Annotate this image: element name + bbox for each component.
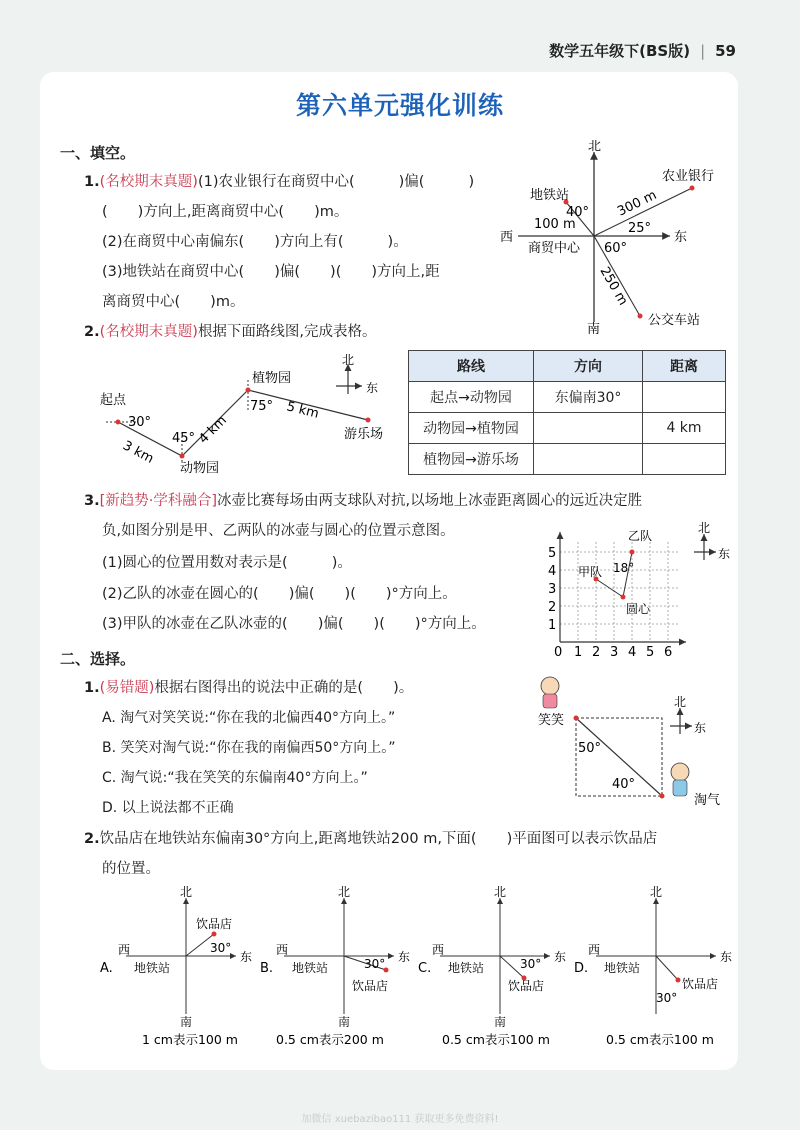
svg-text:D.: D. <box>574 961 589 976</box>
svg-text:地铁站: 地铁站 <box>292 961 329 975</box>
svg-text:A.: A. <box>100 961 113 976</box>
xiaoxiao-avatar <box>541 677 559 695</box>
map-metro-label: 地铁站 <box>530 188 570 203</box>
map-north: 北 <box>588 140 602 154</box>
option-c[interactable]: C. 淘气说:“我在笑笑的东偏南40°方向上。” <box>102 770 368 786</box>
svg-text:75°: 75° <box>250 399 274 414</box>
section2-heading: 二、选择。 <box>60 650 136 668</box>
s1-q1-line3: (2)在商贸中心南偏东( )方向上有( )。 <box>102 234 408 250</box>
svg-text:东: 东 <box>240 950 253 964</box>
svg-text:45°: 45° <box>172 431 196 446</box>
park-point <box>366 418 371 423</box>
svg-text:3 km: 3 km <box>120 438 156 467</box>
option-a[interactable]: A. 淘气对笑笑说:“你在我的北偏西40°方向上。” <box>102 710 396 726</box>
s1-q1-line5: 离商贸中心( )m。 <box>102 294 245 310</box>
route-park-label: 游乐场 <box>344 427 384 442</box>
map-bank-angle: 25° <box>628 221 652 236</box>
q-tag: (名校期末真题) <box>99 324 198 340</box>
s1-q1-line4: (3)地铁站在商贸中心( )偏( )( )方向上,距 <box>102 264 440 280</box>
svg-text:1: 1 <box>574 645 583 660</box>
svg-text:30°: 30° <box>128 415 152 430</box>
svg-text:40°: 40° <box>612 777 636 792</box>
svg-text:5: 5 <box>548 546 557 561</box>
svg-text:30°: 30° <box>364 957 386 971</box>
taoqi-label: 淘气 <box>694 793 721 808</box>
s1-q1-line2: ( )方向上,距离商贸中心( )m。 <box>102 204 349 220</box>
jia-label: 甲队 <box>578 565 603 579</box>
svg-text:B.: B. <box>260 961 274 976</box>
svg-text:2: 2 <box>548 600 557 615</box>
s1-q1-line1: 1.(名校期末真题)(1)农业银行在商贸中心( )偏( ) <box>84 174 475 190</box>
svg-text:东: 东 <box>366 381 379 395</box>
svg-text:0: 0 <box>554 645 563 660</box>
table-row: 植物园→游乐场 <box>409 444 726 475</box>
s1-q3-line2: 负,如图分别是甲、乙两队的冰壶与圆心的位置示意图。 <box>102 523 455 539</box>
option-b[interactable]: B. 笑笑对淘气说:“你在我的南偏西50°方向上。” <box>102 740 396 756</box>
svg-text:30°: 30° <box>210 941 232 955</box>
map-bus-distance: 250 m <box>596 264 631 309</box>
s2-q1-line1: 1.(易错题)根据右图得出的说法中正确的是( )。 <box>84 680 414 696</box>
page-title: 第六单元强化训练 <box>295 91 504 120</box>
q1-direction-map <box>496 140 736 336</box>
map-bus-angle: 60° <box>604 241 628 256</box>
book-title: 数学五年级下(BS版) <box>549 42 691 60</box>
svg-text:5: 5 <box>646 645 655 660</box>
q-tag: (易错题) <box>99 680 155 696</box>
garden-point <box>246 388 251 393</box>
svg-text:30°: 30° <box>656 991 678 1005</box>
svg-text:4 km: 4 km <box>196 413 230 447</box>
choice-map-b[interactable] <box>260 885 410 1047</box>
svg-text:西: 西 <box>432 943 445 957</box>
center-point <box>621 595 626 600</box>
svg-text:南: 南 <box>338 1015 351 1029</box>
route-line <box>118 390 368 456</box>
svg-text:30°: 30° <box>520 957 542 971</box>
table-row: 起点→动物园 东偏南30° <box>409 382 726 413</box>
svg-text:饮品店: 饮品店 <box>352 979 389 993</box>
map-south: 南 <box>587 322 601 336</box>
yi-label: 乙队 <box>628 529 653 543</box>
choice-map-a[interactable] <box>100 885 252 1047</box>
start-point <box>116 420 121 425</box>
map-bank-distance: 300 m <box>615 187 660 220</box>
svg-text:北: 北 <box>180 885 193 899</box>
svg-text:0.5 cm表示200 m: 0.5 cm表示200 m <box>276 1032 384 1047</box>
svg-text:东: 东 <box>720 950 733 964</box>
svg-text:1: 1 <box>548 618 557 633</box>
map-bus-label: 公交车站 <box>648 313 701 328</box>
table-row: 动物园→植物园 4 km <box>409 413 726 444</box>
svg-text:18°: 18° <box>613 561 635 575</box>
svg-text:5 km: 5 km <box>285 399 321 422</box>
option-d[interactable]: D. 以上说法都不正确 <box>102 800 234 816</box>
s1-q3-sub3: (3)甲队的冰壶在乙队冰壶的( )偏( )( )°方向上。 <box>102 616 486 632</box>
svg-text:东: 东 <box>398 950 411 964</box>
svg-text:C.: C. <box>418 961 432 976</box>
route-start-label: 起点 <box>100 393 127 408</box>
s1-q3-line1: 3.[新趋势·学科融合]冰壶比赛每场由两支球队对抗,以场地上冰壶距离圆心的远近决定胜 <box>84 493 643 509</box>
svg-text:北: 北 <box>494 885 507 899</box>
curling-grid <box>540 520 740 660</box>
choice-maps <box>96 884 736 1052</box>
map-bank-label: 农业银行 <box>662 169 715 184</box>
svg-text:饮品店: 饮品店 <box>196 917 233 931</box>
route-zoo-label: 动物园 <box>180 461 220 476</box>
q2-route-map <box>96 352 396 480</box>
svg-text:北: 北 <box>342 353 355 367</box>
svg-text:0.5 cm表示100 m: 0.5 cm表示100 m <box>442 1032 550 1047</box>
s2-q2-line2: 的位置。 <box>102 861 160 877</box>
svg-text:2: 2 <box>592 645 601 660</box>
map-west: 西 <box>500 230 514 245</box>
svg-text:饮品店: 饮品店 <box>508 979 545 993</box>
zoo-point <box>180 454 185 459</box>
svg-text:50°: 50° <box>578 741 602 756</box>
svg-text:1 cm表示100 m: 1 cm表示100 m <box>142 1032 238 1047</box>
route-garden-label: 植物园 <box>252 371 292 386</box>
s1-q2-line1: 2.(名校期末真题)根据下面路线图,完成表格。 <box>84 324 377 340</box>
page-header: 数学五年级下(BS版) | 59 <box>549 42 736 60</box>
svg-text:东: 东 <box>718 547 731 561</box>
map-center-label: 商贸中心 <box>528 241 581 256</box>
table-header-row: 路线 方向 距离 <box>409 351 726 382</box>
map-metro-distance: 100 m <box>534 217 576 232</box>
xiaoxiao-taoqi-figure <box>530 672 738 812</box>
svg-text:4: 4 <box>628 645 637 660</box>
svg-text:4: 4 <box>548 564 557 579</box>
q-tag: (名校期末真题) <box>99 174 198 190</box>
xiaoxiao-label: 笑笑 <box>538 713 565 728</box>
svg-text:西: 西 <box>276 943 289 957</box>
svg-text:地铁站: 地铁站 <box>448 961 485 975</box>
svg-text:南: 南 <box>180 1015 193 1029</box>
map-east: 东 <box>674 230 688 245</box>
svg-text:6: 6 <box>664 645 673 660</box>
svg-text:3: 3 <box>610 645 619 660</box>
choice-map-d[interactable] <box>574 885 732 1047</box>
svg-text:地铁站: 地铁站 <box>604 961 641 975</box>
center-label: 圆心 <box>626 602 651 616</box>
yi-point <box>630 550 635 555</box>
svg-text:东: 东 <box>554 950 567 964</box>
route-table <box>408 350 726 475</box>
watermark: 加微信 xuebazibao111 获取更多免费资料! <box>301 1114 499 1125</box>
taoqi-avatar <box>671 763 689 781</box>
svg-text:北: 北 <box>674 695 687 709</box>
svg-text:饮品店: 饮品店 <box>682 977 719 991</box>
s1-q3-sub1: (1)圆心的位置用数对表示是( )。 <box>102 555 352 571</box>
svg-text:南: 南 <box>494 1015 507 1029</box>
svg-text:东: 东 <box>694 721 707 735</box>
page-number: 59 <box>715 42 736 60</box>
svg-text:北: 北 <box>650 885 663 899</box>
grid-lines <box>560 542 680 642</box>
svg-text:北: 北 <box>698 521 711 535</box>
choice-map-c[interactable] <box>418 885 566 1047</box>
bank-point <box>690 186 695 191</box>
svg-text:地铁站: 地铁站 <box>134 961 171 975</box>
section1-heading: 一、填空。 <box>60 144 136 162</box>
s2-q2-line1: 2.饮品店在地铁站东偏南30°方向上,距离地铁站200 m,下面( )平面图可以表示饮品店 <box>84 831 658 847</box>
svg-text:北: 北 <box>338 885 351 899</box>
svg-text:0.5 cm表示100 m: 0.5 cm表示100 m <box>606 1032 714 1047</box>
svg-text:西: 西 <box>588 943 601 957</box>
q-tag: [新趋势·学科融合] <box>99 493 218 509</box>
s1-q3-sub2: (2)乙队的冰壶在圆心的( )偏( )( )°方向上。 <box>102 586 457 602</box>
svg-text:西: 西 <box>118 943 131 957</box>
map-metro-angle: 40° <box>566 205 590 220</box>
bus-point <box>638 314 643 319</box>
svg-text:3: 3 <box>548 582 557 597</box>
